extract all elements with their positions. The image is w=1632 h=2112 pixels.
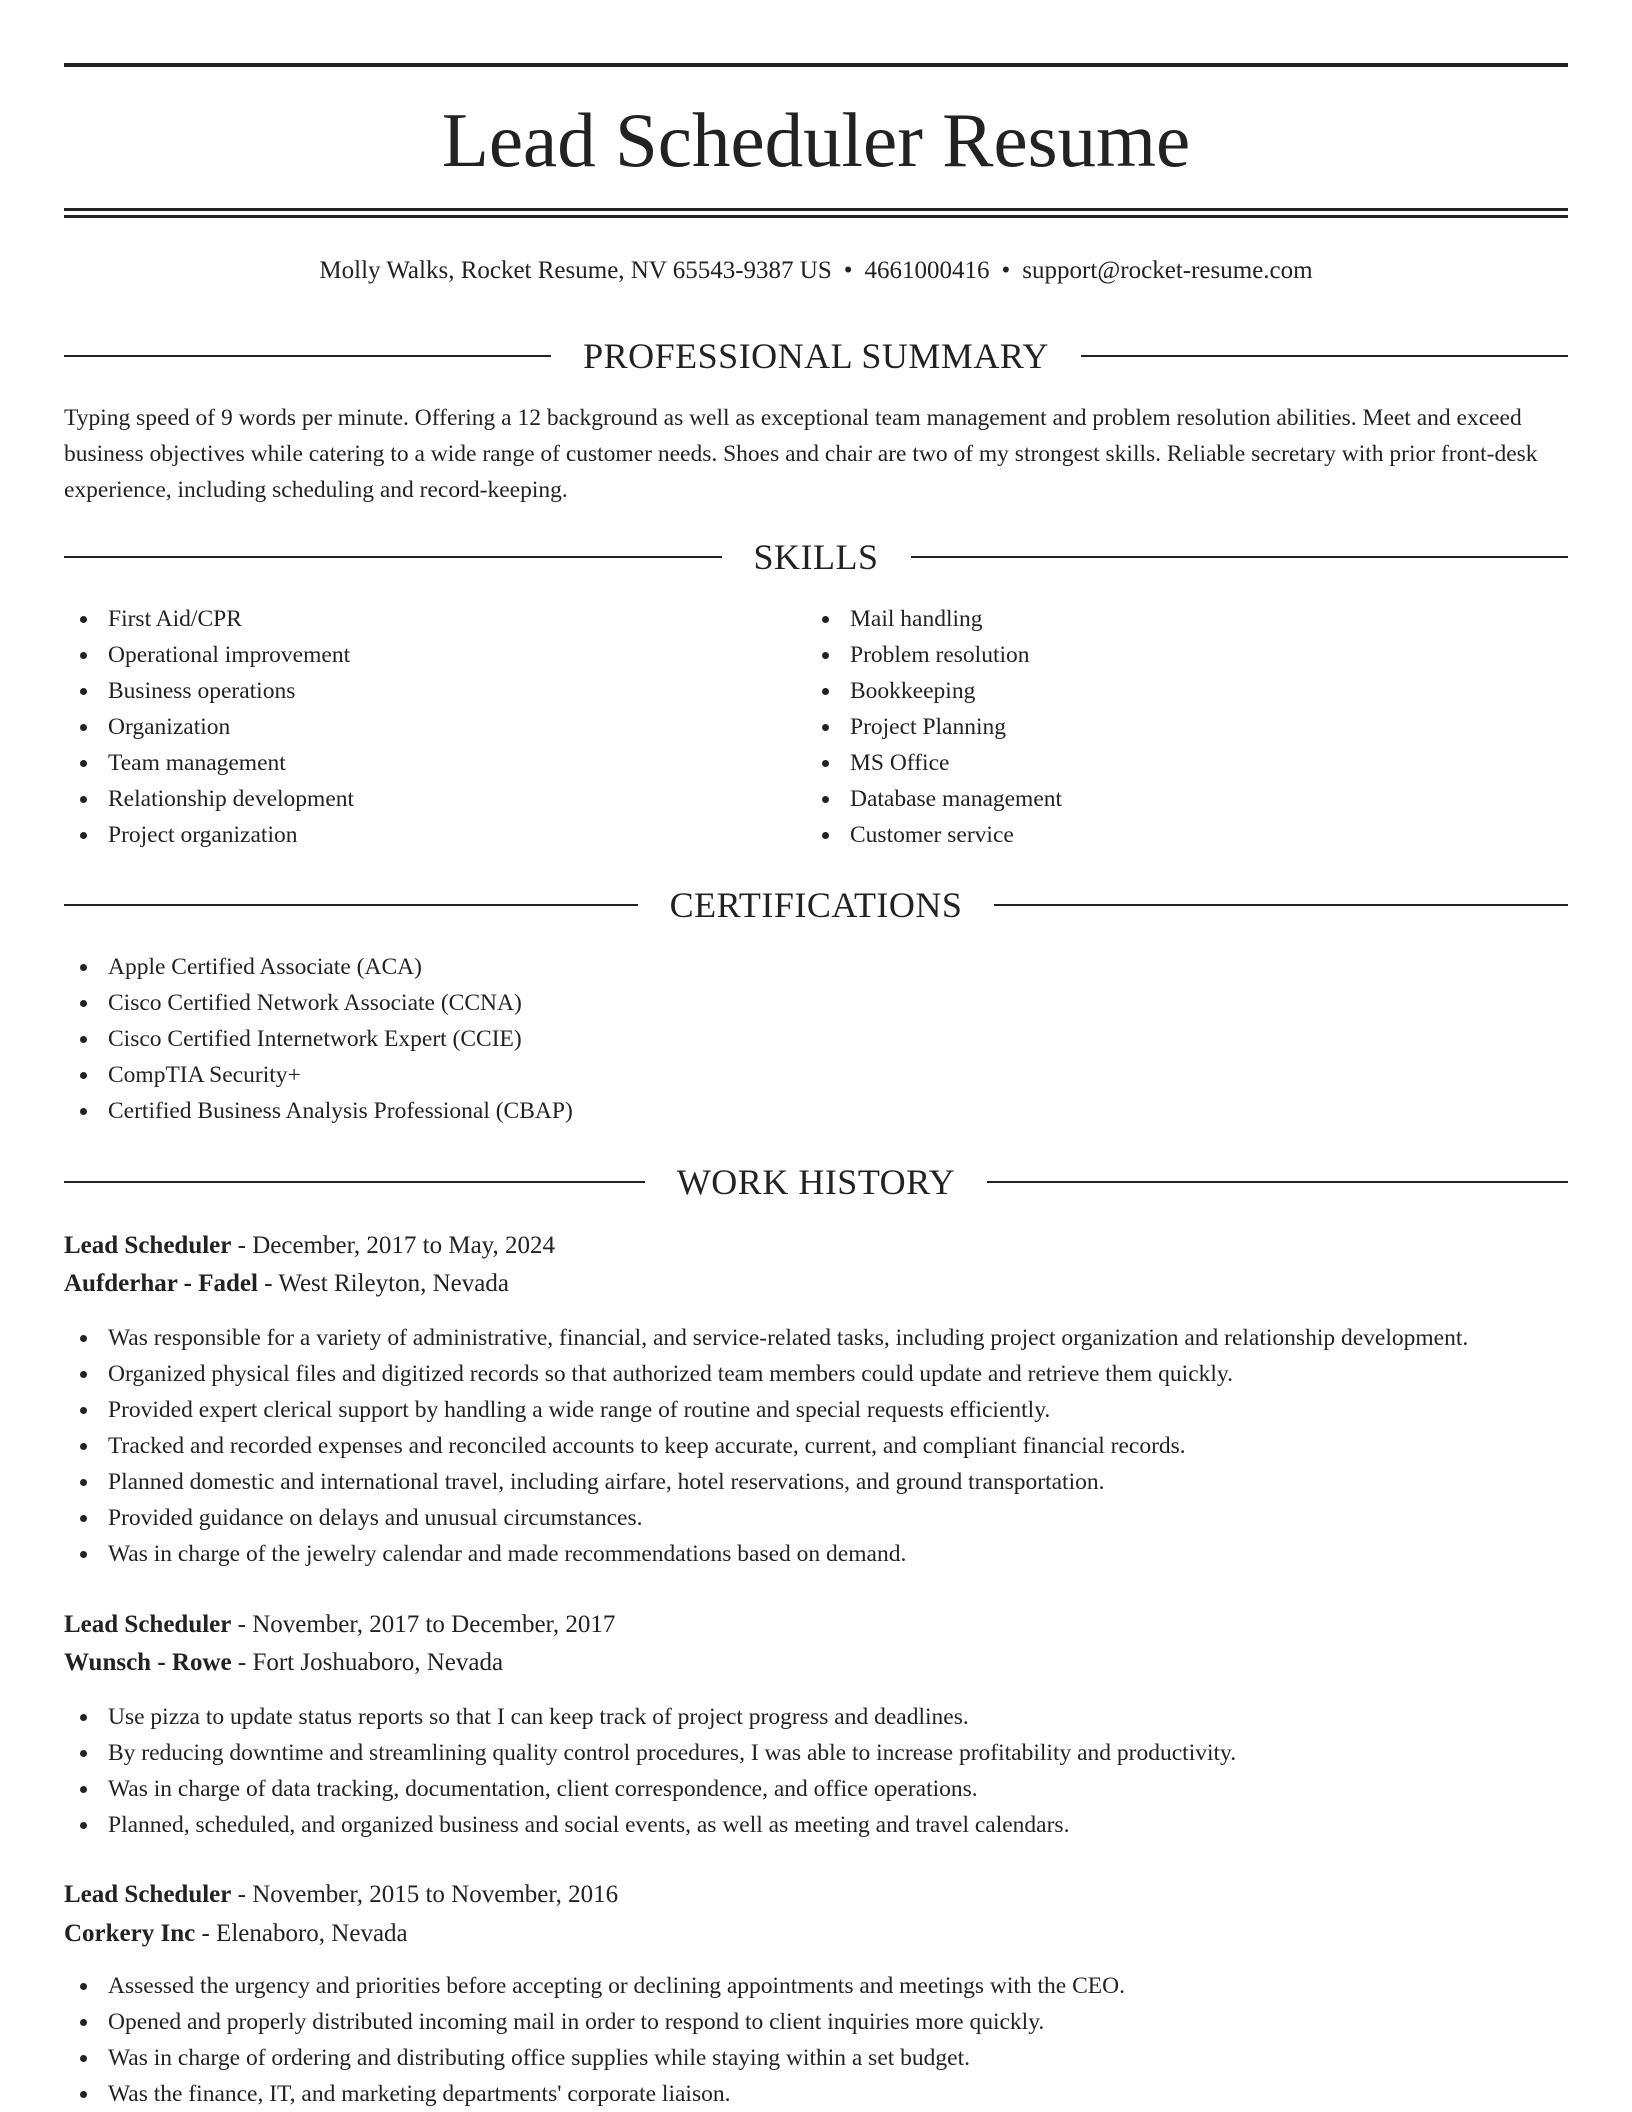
job-title: Lead Scheduler xyxy=(64,1611,232,1638)
job-title-line xyxy=(64,1227,1568,1265)
job-company-line xyxy=(64,1644,1568,1682)
certifications-list xyxy=(64,949,573,1129)
list-item: Team management xyxy=(64,745,354,781)
section-rule xyxy=(64,355,551,357)
list-item: Relationship development xyxy=(64,781,354,817)
top-rule xyxy=(64,63,1568,67)
contact-separator: • xyxy=(1001,257,1011,284)
list-item: MS Office xyxy=(806,745,1062,781)
section-header-certifications xyxy=(64,881,1568,929)
job-company: Wunsch - Rowe xyxy=(64,1649,232,1676)
skills-list-right xyxy=(806,601,1062,853)
list-item: Opened and properly distributed incoming mail in order to respond to client inquiries more quickly. xyxy=(64,2004,1125,2040)
title-rule-lower xyxy=(64,215,1568,218)
list-item: Project organization xyxy=(64,817,354,853)
job-title-line xyxy=(64,1606,1568,1644)
list-item: Mail handling xyxy=(806,601,1062,637)
list-item: Bookkeeping xyxy=(806,673,1062,709)
job-title: Lead Scheduler xyxy=(64,1232,232,1259)
list-item: Provided expert clerical support by handling a wide range of routine and special requests efficiently. xyxy=(64,1392,1468,1428)
job-bullets xyxy=(64,1320,1468,1572)
list-item: Planned, scheduled, and organized business and social events, as well as meeting and travel calendars. xyxy=(64,1807,1236,1843)
title-rule-upper xyxy=(64,208,1568,211)
list-item: Was responsible for a variety of administrative, financial, and service-related tasks, including project organization and relationship development. xyxy=(64,1320,1468,1356)
job-dates: - December, 2017 to May, 2024 xyxy=(231,1232,556,1259)
section-title: PROFESSIONAL SUMMARY xyxy=(583,336,1049,376)
list-item: Project Planning xyxy=(806,709,1062,745)
list-item: Certified Business Analysis Professional (CBAP) xyxy=(64,1093,573,1129)
skills-list-left xyxy=(64,601,354,853)
list-item: Provided guidance on delays and unusual circumstances. xyxy=(64,1500,1468,1536)
list-item: Was in charge of the jewelry calendar and made recommendations based on demand. xyxy=(64,1536,1468,1572)
list-item: Organized physical files and digitized records so that authorized team members could update and retrieve them quickly. xyxy=(64,1356,1468,1392)
job-dates: - November, 2017 to December, 2017 xyxy=(231,1611,616,1638)
list-item: First Aid/CPR xyxy=(64,601,354,637)
summary-text: Typing speed of 9 words per minute. Offering a 12 background as well as exceptional team management and problem resolution abilities. Meet and exceed business objectives while catering to a wide range of customer needs. Shoes and chair are two of my strongest skills. Reliable secretary with prior front-desk experience, including scheduling and record-keeping. xyxy=(64,405,1538,503)
job-company: Aufderhar - Fadel xyxy=(64,1270,258,1297)
list-item: Was in charge of data tracking, documentation, client correspondence, and office operations. xyxy=(64,1771,1236,1807)
list-item: Cisco Certified Internetwork Expert (CCIE) xyxy=(64,1021,573,1057)
job-location: - Elenaboro, Nevada xyxy=(195,1920,408,1947)
job-company: Corkery Inc xyxy=(64,1920,196,1947)
section-rule xyxy=(1081,355,1568,357)
job-location: - Fort Joshuaboro, Nevada xyxy=(231,1649,504,1676)
job-location: - West Rileyton, Nevada xyxy=(257,1270,509,1297)
page-title: Lead Scheduler Resume xyxy=(441,97,1191,183)
section-rule xyxy=(64,556,722,558)
list-item: By reducing downtime and streamlining quality control procedures, I was able to increase profitability and productivity. xyxy=(64,1735,1236,1771)
job-bullets xyxy=(64,1968,1125,2112)
section-rule xyxy=(987,1181,1568,1183)
section-title: WORK HISTORY xyxy=(676,1162,956,1202)
contact-separator: • xyxy=(843,257,853,284)
job-dates: - November, 2015 to November, 2016 xyxy=(231,1881,619,1908)
list-item: Customer service xyxy=(806,817,1062,853)
list-item: Tracked and recorded expenses and reconciled accounts to keep accurate, current, and compliant financial records. xyxy=(64,1428,1468,1464)
list-item: Apple Certified Associate (ACA) xyxy=(64,949,573,985)
list-item: Assessed the urgency and priorities before accepting or declining appointments and meetings with the CEO. xyxy=(64,1968,1125,2004)
list-item: Planned domestic and international travel, including airfare, hotel reservations, and ground transportation. xyxy=(64,1464,1468,1500)
section-rule xyxy=(64,1181,645,1183)
section-header-skills xyxy=(64,533,1568,581)
section-rule xyxy=(994,904,1568,906)
contact-line xyxy=(64,253,1568,289)
list-item: CompTIA Security+ xyxy=(64,1057,573,1093)
job-title-line xyxy=(64,1876,1568,1914)
section-rule xyxy=(64,904,638,906)
list-item: Was the finance, IT, and marketing departments' corporate liaison. xyxy=(64,2076,1125,2112)
contact-address: Molly Walks, Rocket Resume, NV 65543-9387 US xyxy=(319,257,832,284)
job-bullets xyxy=(64,1699,1236,1843)
section-title: CERTIFICATIONS xyxy=(669,885,963,925)
list-item: Business operations xyxy=(64,673,354,709)
contact-phone: 4661000416 xyxy=(864,257,990,284)
section-header-work-history xyxy=(64,1158,1568,1206)
job-company-line xyxy=(64,1265,1568,1303)
list-item: Cisco Certified Network Associate (CCNA) xyxy=(64,985,573,1021)
list-item: Use pizza to update status reports so that I can keep track of project progress and deadlines. xyxy=(64,1699,1236,1735)
list-item: Organization xyxy=(64,709,354,745)
job-title: Lead Scheduler xyxy=(64,1881,232,1908)
section-header-summary xyxy=(64,332,1568,380)
list-item: Database management xyxy=(806,781,1062,817)
list-item: Operational improvement xyxy=(64,637,354,673)
list-item: Was in charge of ordering and distributing office supplies while staying within a set budget. xyxy=(64,2040,1125,2076)
list-item: Problem resolution xyxy=(806,637,1062,673)
section-rule xyxy=(911,556,1569,558)
job-company-line xyxy=(64,1915,1568,1953)
contact-email[interactable]: support@rocket-resume.com xyxy=(1022,257,1313,284)
section-title: SKILLS xyxy=(753,537,879,577)
